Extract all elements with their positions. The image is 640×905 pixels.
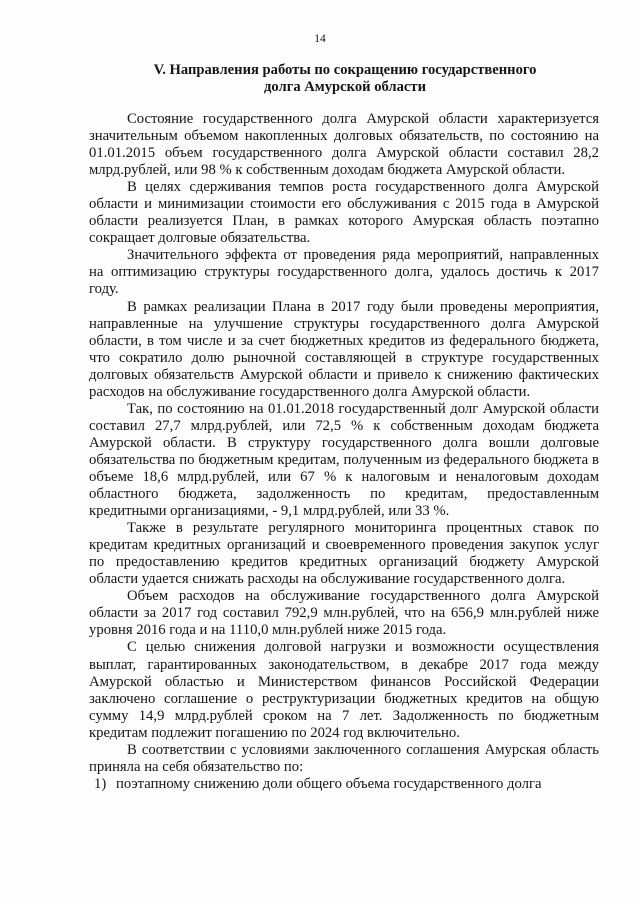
page-number: 14: [314, 33, 326, 45]
paragraph: Значительного эффекта от проведения ряда мероприятий, направленных на оптимизацию структуры государственного долга, удалось достичь к 2017 году.: [89, 247, 599, 298]
paragraph: Состояние государственного долга Амурской области характеризуется значительным объемом накопленных долговых обязательств, по состоянию на 01.01.2015 объем государственного долга Амурской области составил 28,2 млрд.рублей, или 98 % к собственным доходам бюджета Амурской области.: [89, 111, 599, 179]
paragraph: В рамках реализации Плана в 2017 году были проведены мероприятия, направленные на улучшение структуры государственного долга Амурской области, в том числе и за счет бюджетных кредитов из федерального бюджета, что сократило долю рыночной составляющей в структуре государственных долговых обязательств Амурской области и привело к снижению фактических расходов на обслуживание государственного долга Амурской области.: [89, 298, 599, 400]
paragraph: С целью снижения долговой нагрузки и возможности осуществления выплат, гарантированных законодательством, в декабре 2017 года между Амурской областью и Министерством финансов Российской Федерации заключено соглашение о реструктуризации бюджетных кредитов на общую сумму 14,9 млрд.рублей сроком на 7 лет. Задолженность по бюджетным кредитам подлежит погашению по 2024 год включительно.: [89, 639, 599, 741]
list-item-text: поэтапному снижению доли общего объема государственного долга: [116, 775, 542, 792]
list-item-number: 1): [94, 775, 107, 792]
paragraph: Объем расходов на обслуживание государственного долга Амурской области за 2017 год составил 792,9 млн.рублей, что на 656,9 млн.рублей ниже уровня 2016 года и на 1110,0 млн.рублей ниже 2015 года.: [89, 588, 599, 639]
section-title-line-2: долга Амурской области: [264, 79, 426, 95]
paragraph: В соответствии с условиями заключенного соглашения Амурская область приняла на себя обязательство по:: [89, 741, 599, 775]
paragraph: Также в результате регулярного мониторинга процентных ставок по кредитам кредитных организаций и своевременного проведения закупок услуг по предоставлению кредитов кредитных организаций бюджету Амурской области удается снижать расходы на обслуживание государственного долга.: [89, 520, 599, 588]
paragraph: Так, по состоянию на 01.01.2018 государственный долг Амурской области составил 27,7 млрд.рублей, или 72,5 % к собственным доходам бюджета Амурской области. В структуру государственного долга вошли долговые обязательства по бюджетным кредитам, полученным из федерального бюджета в объеме 18,6 млрд.рублей, или 67 % к налоговым и неналоговым доходам областного бюджета, задолженность по кредитам, предоставленным кредитными организациями, - 9,1 млрд.рублей, или 33 %.: [89, 400, 599, 520]
paragraph: В целях сдерживания темпов роста государственного долга Амурской области и минимизации стоимости его обслуживания с 2015 года в Амурской области реализуется План, в рамках которого Амурская область поэтапно сокращает долговые обязательства.: [89, 179, 599, 247]
section-title-line-1: V. Направления работы по сокращению государственного: [153, 62, 537, 78]
document-body: [89, 111, 599, 793]
section-title: [90, 62, 600, 96]
list-item: [94, 776, 599, 793]
